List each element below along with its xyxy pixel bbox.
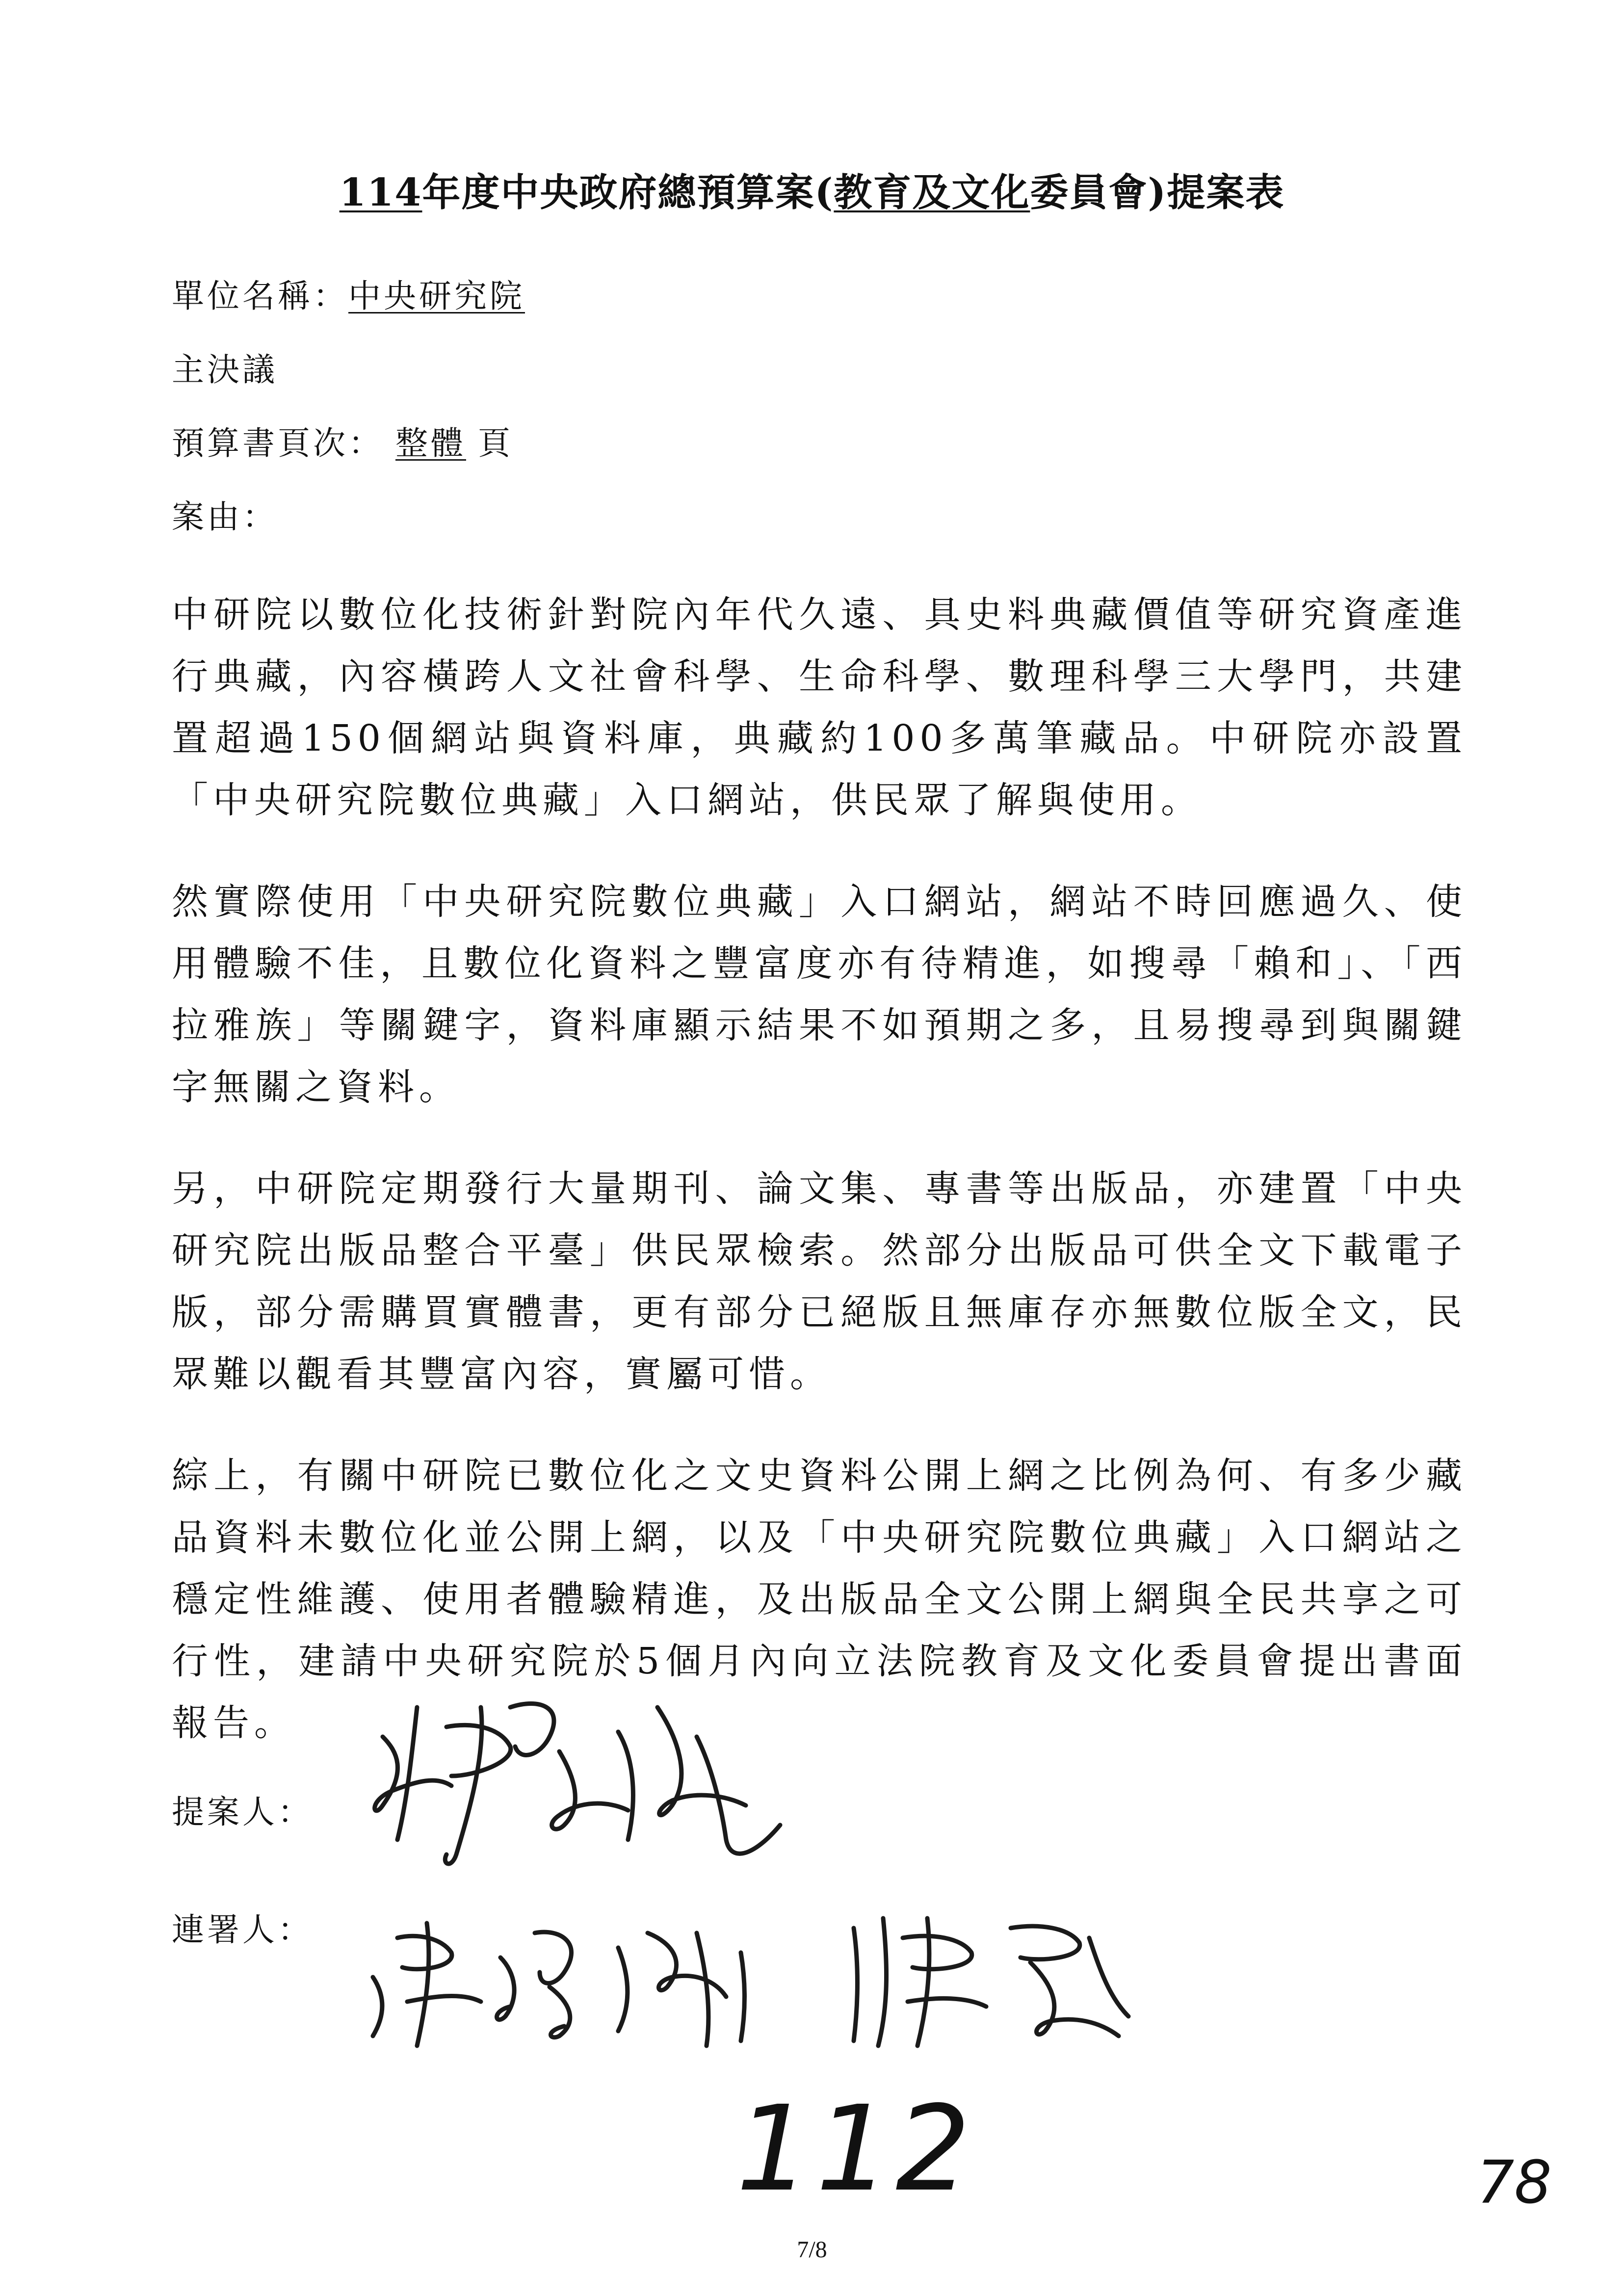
title-part1: 年度中央政府總預算案( xyxy=(422,170,834,215)
budget-page-suffix: 頁 xyxy=(478,424,513,462)
unit-value: 中央研究院 xyxy=(348,277,525,315)
budget-page-label: 預算書頁次： xyxy=(172,424,384,462)
cosigner-signature-1 xyxy=(353,1904,775,2051)
budget-page-value: 整體 xyxy=(395,424,466,462)
unit-label: 單位名稱： xyxy=(172,277,348,315)
cosigner-signature-2 xyxy=(834,1899,1153,2056)
title-year: 114 xyxy=(339,170,422,215)
resolution-type: 主決議 xyxy=(172,351,278,389)
paragraph-1: 中研院以數位化技術針對院內年代久遠、具史料典藏價值等研究資產進行典藏，內容橫跨人文社會科學、生命科學、數理科學三大學門，共建置超過150個網站與資料庫，典藏約100多萬筆藏品。中研院亦設置「中央研究院數位典藏」入口網站，供民眾了解與使用。 xyxy=(172,594,1467,821)
budget-page-field xyxy=(172,417,513,464)
reason-label: 案由： xyxy=(172,498,278,536)
handwritten-corner-number: 78 xyxy=(1477,2149,1552,2217)
paragraph-4: 綜上，有關中研院已數位化之文史資料公開上網之比例為何、有多少藏品資料未數位化並公開上網，以及「中央研究院數位典藏」入口網站之穩定性維護、使用者體驗精進，及出版品全文公開上網與全民共享之可行性，建請中央研究院於5個月內向立法院教育及文化委員會提出書面報告。 xyxy=(172,1455,1467,1744)
proposer-signature xyxy=(353,1678,834,1884)
unit-field xyxy=(172,270,525,316)
title-part2: 委員會)提案表 xyxy=(1030,170,1285,215)
document-title xyxy=(0,162,1624,217)
paragraph-3: 另，中研院定期發行大量期刊、論文集、專書等出版品，亦建置「中央研究院出版品整合平臺」供民眾檢索。然部分出版品可供全文下載電子版，部分需購買實體書，更有部分已絕版且無庫存亦無數位版全文，民眾難以觀看其豐富內容，實屬可惜。 xyxy=(172,1168,1467,1395)
page-number: 7/8 xyxy=(797,2237,827,2263)
paragraph-2: 然實際使用「中央研究院數位典藏」入口網站，網站不時回應過久、使用體驗不佳，且數位化資料之豐富度亦有待精進，如搜尋「賴和」、「西拉雅族」等關鍵字，資料庫顯示結果不如預期之多，且易搜尋到與關鍵字無關之資料。 xyxy=(172,881,1467,1108)
proposer-label: 提案人： xyxy=(172,1793,313,1831)
handwritten-number: 112 xyxy=(736,2080,976,2218)
title-committee: 教育及文化 xyxy=(834,170,1030,215)
cosigner-label: 連署人： xyxy=(172,1911,313,1949)
